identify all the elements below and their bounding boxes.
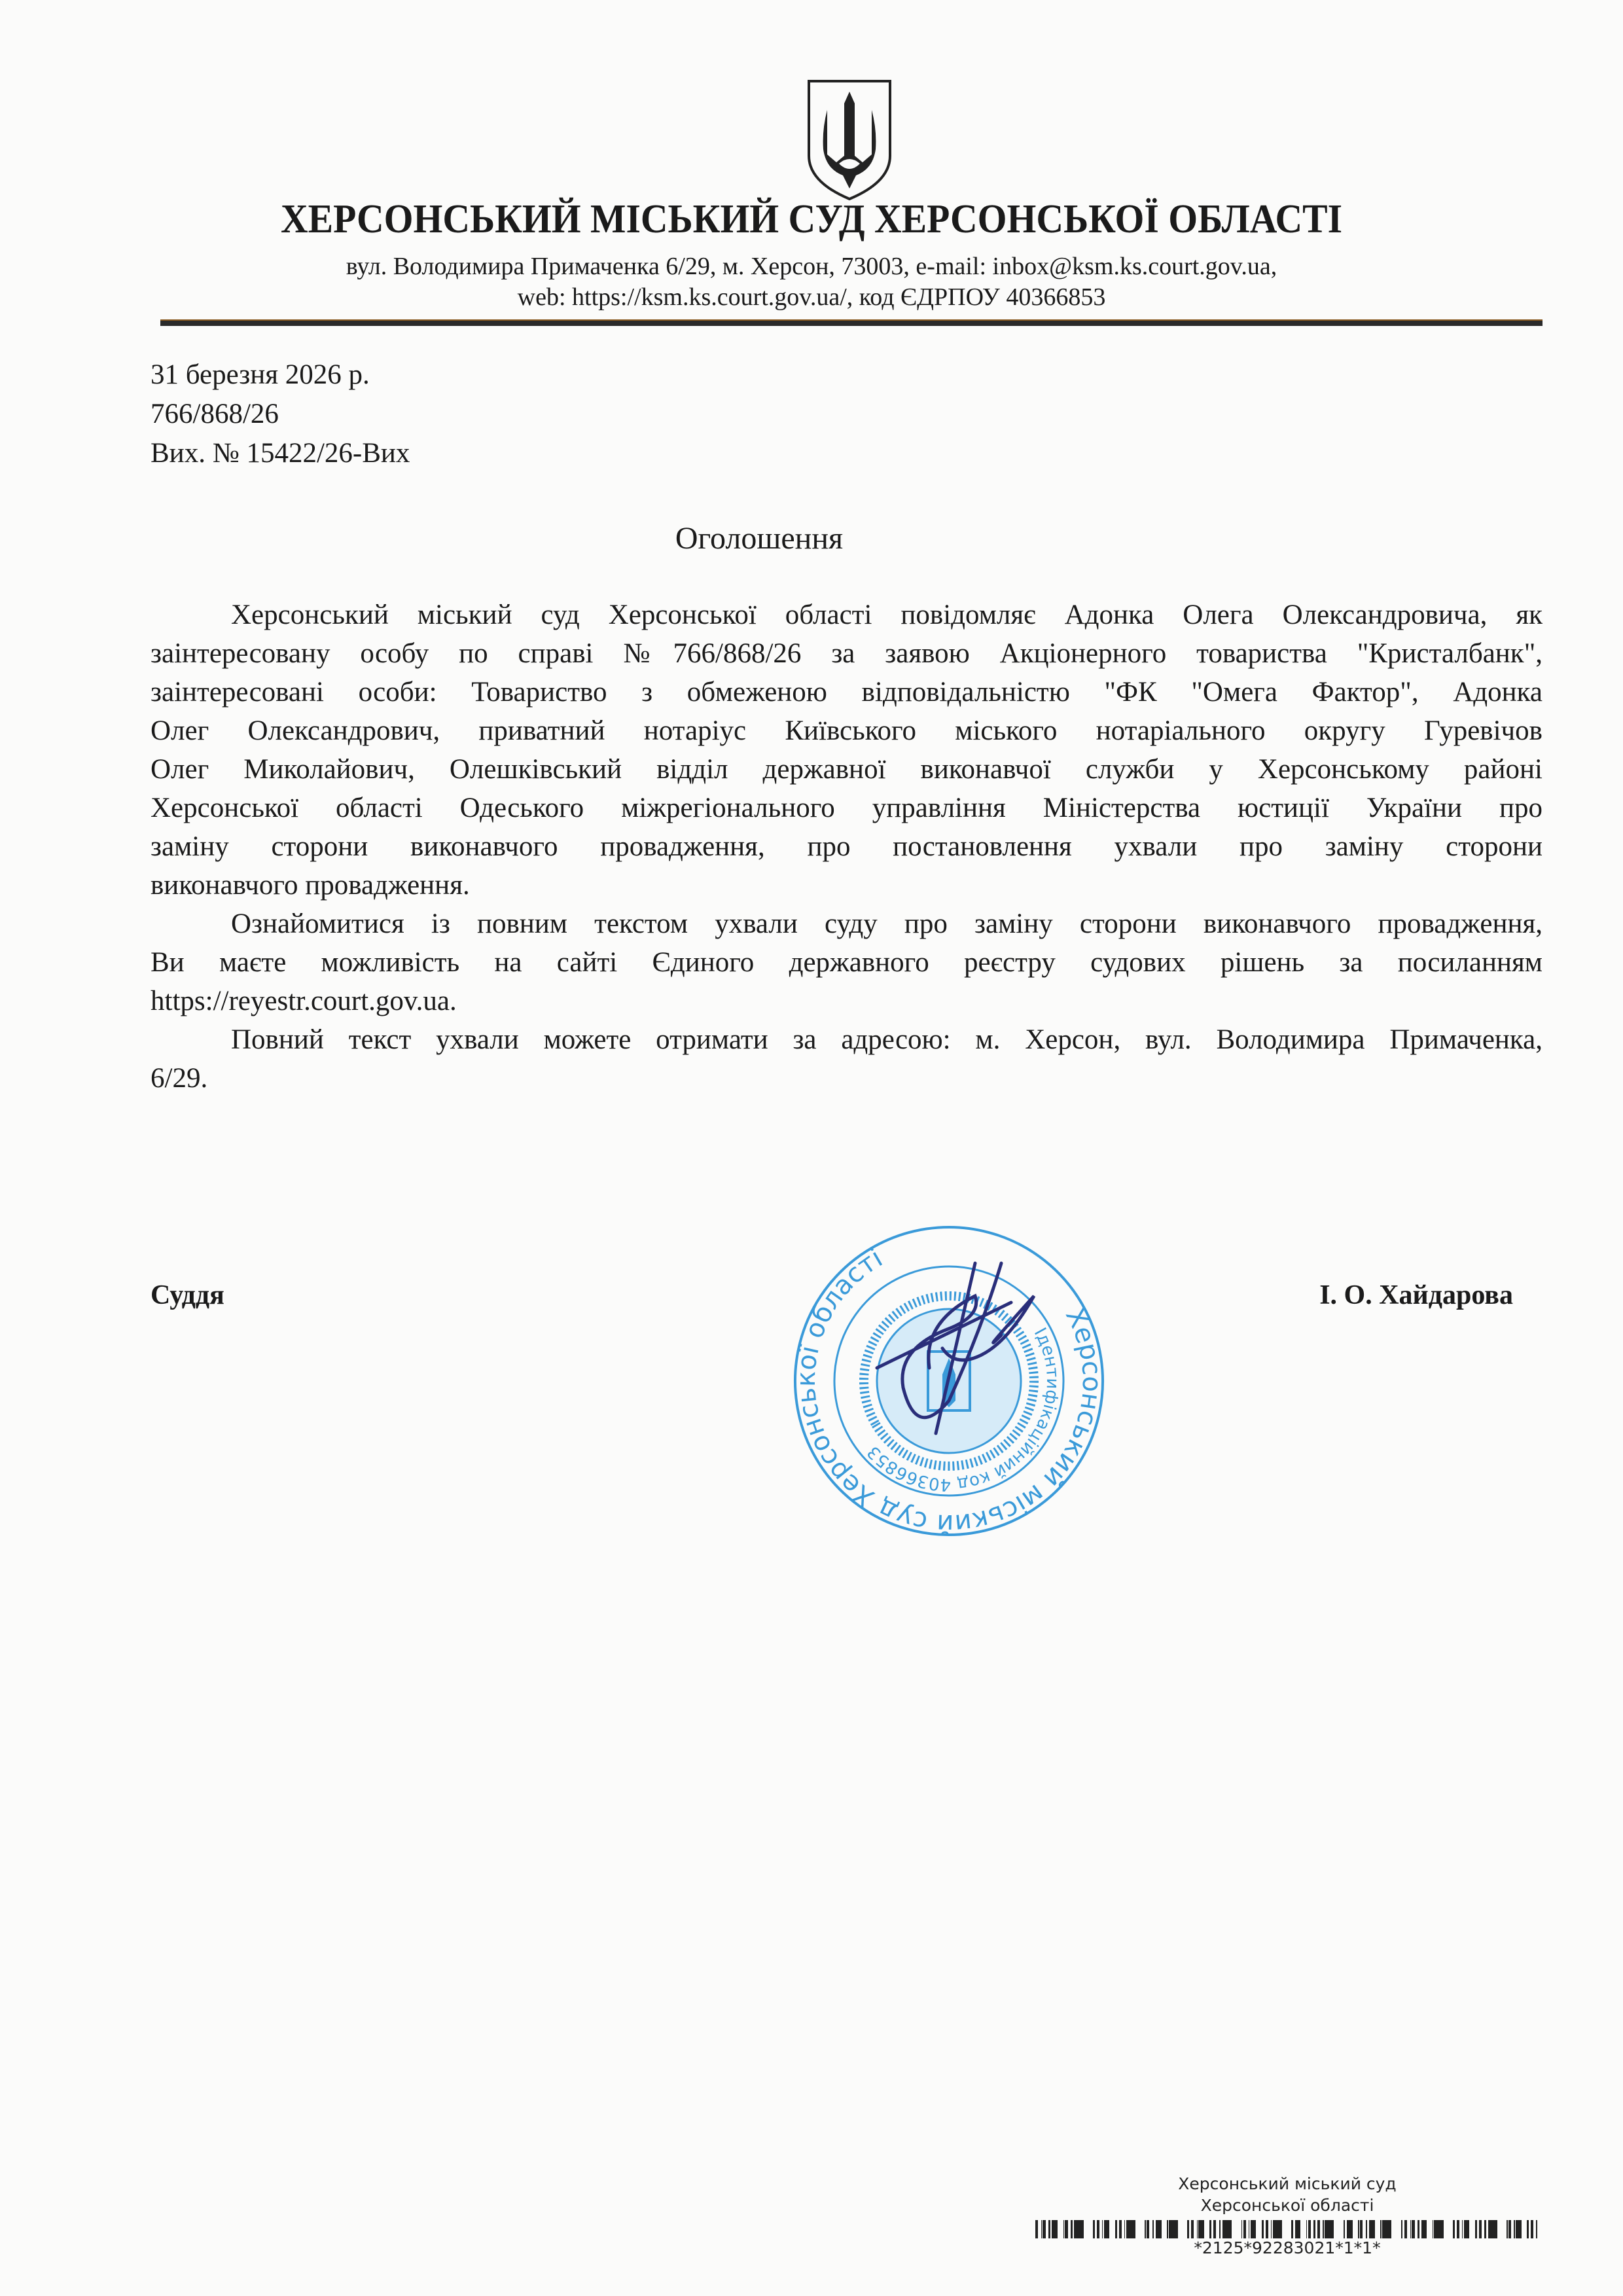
paragraph-line: Ознайомитися із повним текстом ухвали суду про заміну сторони виконавчого провадження,: [231, 908, 1543, 939]
barcode-bar: [1048, 2220, 1050, 2238]
barcode-bar: [1531, 2220, 1533, 2238]
announcement-body: [151, 596, 1543, 1098]
barcode-bar: [1401, 2220, 1403, 2238]
barcode-bar: [1102, 2220, 1103, 2238]
paragraph-line: Херсонської області Одеського міжрегіонального управління Міністерства юстиції України про: [151, 793, 1543, 823]
barcode-bar: [1093, 2220, 1095, 2238]
case-number: 766/868/26: [151, 399, 279, 429]
barcode-bar: [1167, 2220, 1168, 2238]
barcode-bar: [1464, 2220, 1470, 2238]
barcode-bar: [1065, 2220, 1067, 2238]
barcode-bar: [1306, 2220, 1307, 2238]
barcode-bar: [1484, 2220, 1486, 2238]
barcode-bar: [1271, 2220, 1272, 2238]
paragraph-line: заміну сторони виконавчого провадження, про постановлення ухвали про заміну сторони: [151, 831, 1543, 862]
barcode-bar: [1421, 2220, 1427, 2238]
barcode-bar: [1126, 2220, 1135, 2238]
barcode-bar: [1404, 2220, 1407, 2238]
paragraph-line: Повний текст ухвали можете отримати за адресою: м. Херсон, вул. Володимира Примаченка,: [231, 1024, 1543, 1055]
paragraph-line: заінтересовану особу по справі №766/868/26 за заявою Акціонерного товариства "Кристалбанк",: [151, 638, 1543, 669]
court-seal-stamp: [785, 1217, 1113, 1545]
barcode-bar: [1213, 2220, 1216, 2238]
document-title: Оголошення: [675, 521, 844, 556]
barcode-bar: [1536, 2220, 1537, 2238]
court-web-and-code: web: https://ksm.ks.court.gov.ua/, код ЄДРПОУ 40366853: [517, 283, 1106, 311]
barcode-bar: [1052, 2220, 1058, 2238]
barcode-bar: [1475, 2220, 1477, 2238]
barcode-bar: [1262, 2220, 1264, 2238]
barcode-bar: [1222, 2220, 1232, 2238]
barcode-bar: [1124, 2220, 1125, 2238]
footer-court-region: Херсонської області: [1200, 2196, 1374, 2215]
barcode-bar: [1360, 2220, 1363, 2238]
stamp-inner-text: Ідентифікаційний код 40366853: [863, 1324, 1063, 1495]
barcode-bar: [1457, 2220, 1459, 2238]
barcode-bar: [1191, 2220, 1194, 2238]
judge-name: І. О. Хайдарова: [1319, 1280, 1513, 1310]
barcode-bar: [1035, 2220, 1038, 2238]
barcode-bar: [1462, 2220, 1463, 2238]
barcode-bar: [1115, 2220, 1117, 2238]
paragraph-line: https://reyestr.court.gov.ua.: [151, 986, 457, 1016]
barcode-bar: [1325, 2220, 1334, 2238]
barcode-bar: [1041, 2220, 1042, 2238]
barcode-bar: [1508, 2220, 1511, 2238]
barcode-bar: [1434, 2220, 1443, 2238]
barcode-bar: [1241, 2220, 1242, 2238]
barcode-bar: [1152, 2220, 1154, 2238]
barcode-bar: [1266, 2220, 1268, 2238]
outgoing-number: Вих. № 15422/26-Вих: [151, 438, 410, 469]
paragraph-line: Ви маєте можливість на сайті Єдиного державного реєстру судових рішень за посиланням: [151, 947, 1543, 978]
barcode-bar: [1516, 2220, 1522, 2238]
barcode-bar: [1243, 2220, 1246, 2238]
paragraph-line: Херсонський міський суд Херсонської області повідомляє Адонка Олега Олександровича, як: [231, 600, 1543, 630]
footer-court-name: Херсонський міський суд: [1178, 2174, 1397, 2193]
court-name-heading: ХЕРСОНСЬКИЙ МІСЬКИЙ СУД ХЕРСОНСЬКОЇ ОБЛАСТІ: [280, 197, 1343, 242]
barcode-bar: [1156, 2220, 1162, 2238]
barcode-bar: [1251, 2220, 1257, 2238]
barcode-number: *2125*92283021*1*1*: [1194, 2238, 1381, 2257]
barcode-bar: [1488, 2220, 1497, 2238]
barcode-bar: [1347, 2220, 1353, 2238]
barcode-bar: [1382, 2220, 1391, 2238]
paragraph-line: 6/29.: [151, 1063, 208, 1094]
barcode-bar: [1063, 2220, 1064, 2238]
header-divider: [160, 319, 1543, 326]
paragraph-line: Олег Миколайович, Олешківський відділ державної виконавчої служби у Херсонському районі: [151, 754, 1543, 785]
barcode-bar: [1197, 2220, 1198, 2238]
paragraph-line: заінтересовані особи: Товариство з обмеженою відповідальністю "ФК "Омега Фактор", Адонка: [151, 677, 1543, 708]
stamp-outer-text: Херсонський міський суд Херсонської області: [791, 1243, 1107, 1539]
barcode-bar: [1418, 2220, 1419, 2238]
barcode-bar: [1097, 2220, 1099, 2238]
barcode-bar: [1369, 2220, 1375, 2238]
barcode-bar: [1344, 2220, 1346, 2238]
barcode-bar: [1043, 2220, 1045, 2238]
barcode-bar: [1366, 2220, 1368, 2238]
barcode-bar: [1527, 2220, 1529, 2238]
barcode-bar: [1291, 2220, 1293, 2238]
judge-label: Суддя: [151, 1280, 224, 1310]
barcode-bar: [1104, 2220, 1110, 2238]
barcode-bar: [1119, 2220, 1122, 2238]
barcode-bar: [1273, 2220, 1282, 2238]
barcode-bar: [1358, 2220, 1359, 2238]
barcode-bar: [1295, 2220, 1301, 2238]
document-barcode: [1035, 2220, 1539, 2238]
document-date: 31 березня 2026 р.: [151, 359, 370, 390]
barcode-bar: [1380, 2220, 1381, 2238]
paragraph-line: Олег Олександрович, приватний нотаріус Київського міського нотаріального округу Гуревічов: [151, 715, 1543, 746]
paragraph-line: виконавчого провадження.: [151, 870, 470, 901]
barcode-bar: [1169, 2220, 1178, 2238]
barcode-bar: [1479, 2220, 1482, 2238]
barcode-bar: [1074, 2220, 1083, 2238]
barcode-bar: [1198, 2220, 1204, 2238]
barcode-bar: [1317, 2220, 1320, 2238]
trident-emblem-icon: [804, 77, 895, 202]
barcode-bar: [1412, 2220, 1414, 2238]
barcode-bar: [1308, 2220, 1311, 2238]
barcode-bar: [1410, 2220, 1411, 2238]
barcode-bar: [1219, 2220, 1221, 2238]
barcode-bar: [1209, 2220, 1211, 2238]
barcode-bar: [1453, 2220, 1455, 2238]
barcode-bar: [1071, 2220, 1073, 2238]
barcode-bar: [1313, 2220, 1315, 2238]
barcode-bar: [1147, 2220, 1149, 2238]
court-address: вул. Володимира Примаченка 6/29, м. Херсон, 73003, e-mail: inbox@ksm.ks.court.gov.ua,: [346, 253, 1277, 280]
barcode-bar: [1187, 2220, 1189, 2238]
